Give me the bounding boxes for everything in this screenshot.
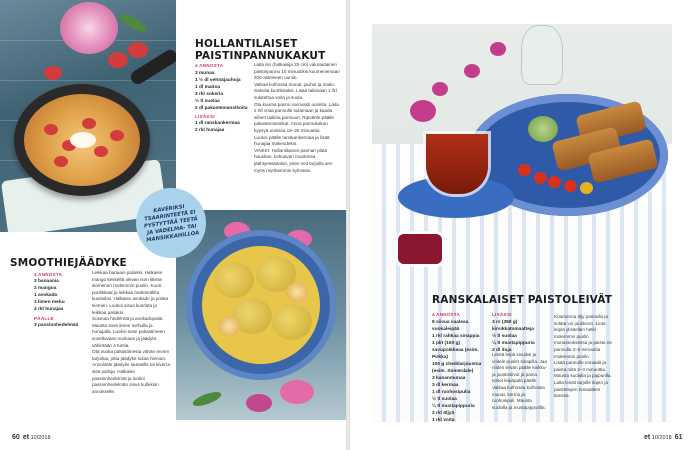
ingredient-line: 4 rkl hunajaa	[34, 307, 64, 312]
method-step: Lisää pannulle tomaatit ja paista niitä 2–3 minuuttia. Mausta suolalla ja pippurilla.	[554, 360, 612, 379]
ingredient-line: ½ tl suolaa	[195, 99, 220, 104]
pancake-extra-label: LISÄKSI	[195, 114, 215, 119]
smoothie-ingredients	[34, 278, 65, 313]
ingredient-line: ¼ tl mustapippuria	[492, 341, 535, 346]
sandwich-method-middle	[492, 352, 548, 411]
sandwich-title: RANSKALAISET PAISTOLEIVÄT	[432, 294, 613, 306]
ingredient-line: ½ tl suolaa	[492, 334, 517, 339]
ingredient-line: 1 ½ dl vehnäjauhoja	[195, 78, 241, 83]
smoothie-bowl	[186, 230, 336, 380]
method-step: Vatkaa kulhossa munat, jauhot ja maito. Sekoita kuohkeaksi. Lisää taikinaan 1 rkl sulatettua voita ja suola.	[254, 81, 337, 100]
pancake-title: HOLLANTILAISET PAISTINPANNUKAKUT	[195, 38, 326, 62]
method-step: Laita leivät tarjolle itujen ja paistettujen tomaattien kanssa.	[554, 379, 608, 399]
ingredient-line: 1 pkt (100 g) savupoikkeaa (esim. Pirkka)	[432, 341, 479, 360]
smoothie-servings: 4 ANNOSTA	[34, 272, 63, 277]
ingredient-line: 3 rkl sokeria	[195, 92, 224, 97]
ingredient-line: 3 dl kermaa	[432, 383, 459, 388]
ingredient-line: 1 dl ranskankermaa	[195, 121, 240, 126]
ingredient-line: 2 dl pakastemansikoita	[195, 106, 248, 111]
sandwich-extra-label: LISÄKSI	[492, 312, 512, 317]
ingredient-line: 8 siivua vaaleaa vuokaleipää	[432, 320, 469, 332]
ingredient-line: 2 rkl hunajaa	[195, 128, 225, 133]
method-step: Vatkaa kulhossa kulhossa munat, kerma ja ruohosipuli. Mausta suolalla ja mustapippurilla.	[492, 384, 546, 410]
sandwich-method-right	[554, 314, 612, 400]
method-step: Kuumenna öljy pannulla ja sulata voi joukkoon. Liota leipiä yksitellen hetki molemmin puolin munaseoksessa ja paista ne pannulla 3–5 minuuttia molemmin puolin.	[554, 314, 612, 359]
ingredient-line: ¼ tl mustapippuria	[432, 404, 475, 409]
ingredient-line: 2 rkl öljyä	[432, 411, 455, 416]
tip-bubble: KAVERIKSI TSAARINTEETÄ EI PYSTYTTÄÄ TEETÄ JA VADELMA- TAI MANSIKKAHILLOA	[136, 188, 206, 258]
method-step: Leikkaa banaani paloiksi. Halkaise mango keskeltä olevan ison litteän siemenen molemmin puolin. Kuori puolikkaat ja leikkaa hedelmäliha kuutioiksi. Halkaise avokado ja poista siemen. Luokoi sisus kuorista ja leikkaa paloiksi.	[92, 270, 169, 315]
ingredient-line: 1 dl ruohosipulia	[432, 390, 471, 395]
sandwich-extras	[492, 319, 546, 354]
right-folio: et 10/2018 61	[644, 434, 683, 441]
cast-iron-pan	[14, 84, 150, 196]
ingredient-line: 3 passionhedelmää	[34, 323, 79, 328]
ingredient-line: 1 rkl voita	[432, 418, 455, 423]
ingredient-line: 1 dl maitoa	[195, 85, 221, 90]
ingredient-line: 3 munaa	[195, 71, 215, 76]
method-step: Annostele jäädyke lautasille tai kiverra siitä palloja. Halkaise passionhedelmät ja luokoi passionhedelmän sisus kulleksin annokselle.	[92, 362, 170, 394]
ingredient-line: 1 avokado	[34, 293, 58, 298]
ingredient-line: 100 g cheddarjuustoa (esim. Somerdale)	[432, 362, 482, 374]
method-step: Ota kuuma pannu varovasti uunista. Laita 2 rkl voita pannulle sulamaan ja kaada siihen taikina pannuun. Ripottele päälle pakastemansikat. Anna pannukakun kypsyä uunissa 18–20 minuuttia.	[254, 101, 339, 133]
pancake-servings: 4 ANNOSTA	[195, 63, 224, 68]
method-step: Laita iso (halkaisija 25 cm) valurautainen paistinpannu 10 minuutiksi kuumenemaan 200-asteiseen uuniin.	[254, 62, 340, 81]
smoothie-title: SMOOTHIEJÄÄDYKE	[10, 257, 127, 269]
jam-jar	[398, 234, 442, 264]
ingredient-line: 3 rs (350 g) kirsikkatomaatteja	[492, 320, 534, 332]
sandwich-ingredients	[432, 319, 488, 424]
smoothie-method	[92, 270, 170, 395]
method-step: VINKKI: Hollantilainen pannari pitää hauskan, kohoavan muotonsa jäähtyessäänkin, joten voit tarjoilla sen myös myöhemmin kylmänä.	[254, 147, 333, 173]
pancake	[24, 94, 140, 186]
pancake-ingredients	[195, 70, 248, 112]
method-step: Soseuta hedelmät ja avokadopalat. Mausta sose limen mehulla ja hunajalla. Luokoi sose pakastimeen soveltuvaan vuokaan ja jäädytä vähintään 4 tuntia.	[92, 316, 165, 348]
cream-dollop	[70, 132, 96, 148]
ingredient-line: 1 limen mehu	[34, 300, 65, 305]
pancake-extras	[195, 120, 240, 134]
ingredient-line: 3 kananmunaa	[432, 376, 466, 381]
dahlia-flower	[60, 2, 118, 54]
right-page	[350, 0, 696, 450]
ingredient-line: 1 rkl rahkaa sinappia	[432, 334, 480, 339]
left-page	[0, 0, 346, 450]
method-step: Levitä leipä sivuiksi ja voitele puolet sinapilla. Jaa niiden leivän päälle kinkku- ja juustosiivut ja paina toiset leipäpala päälle.	[492, 352, 547, 384]
glass-vase	[522, 26, 562, 84]
ingredient-line: 3 banaania	[34, 279, 59, 284]
sandwich-servings: 4 ANNOSTA	[432, 312, 461, 317]
left-folio: 60 et 10/2018	[12, 434, 51, 441]
tea-glass	[426, 134, 488, 194]
smoothie-extras	[34, 322, 78, 329]
ingredient-line: 2 mangoa	[34, 286, 57, 291]
smoothie-extra-label: PÄÄLLE	[34, 316, 54, 321]
ingredient-line: ½ tl suolaa	[432, 397, 457, 402]
method-step: Ota vuoka pakastimesta vähän ennen tarjoilua, jotta jäädyke sulaa hieman.	[92, 349, 170, 361]
pancake-method	[254, 62, 340, 174]
method-step: Luokoi päälle ranskankermaa ja lisää hunajaa makeudeksi.	[254, 134, 330, 147]
ingredient-line: 2 dl itujа	[492, 348, 512, 353]
smoothie-photo	[176, 210, 346, 420]
